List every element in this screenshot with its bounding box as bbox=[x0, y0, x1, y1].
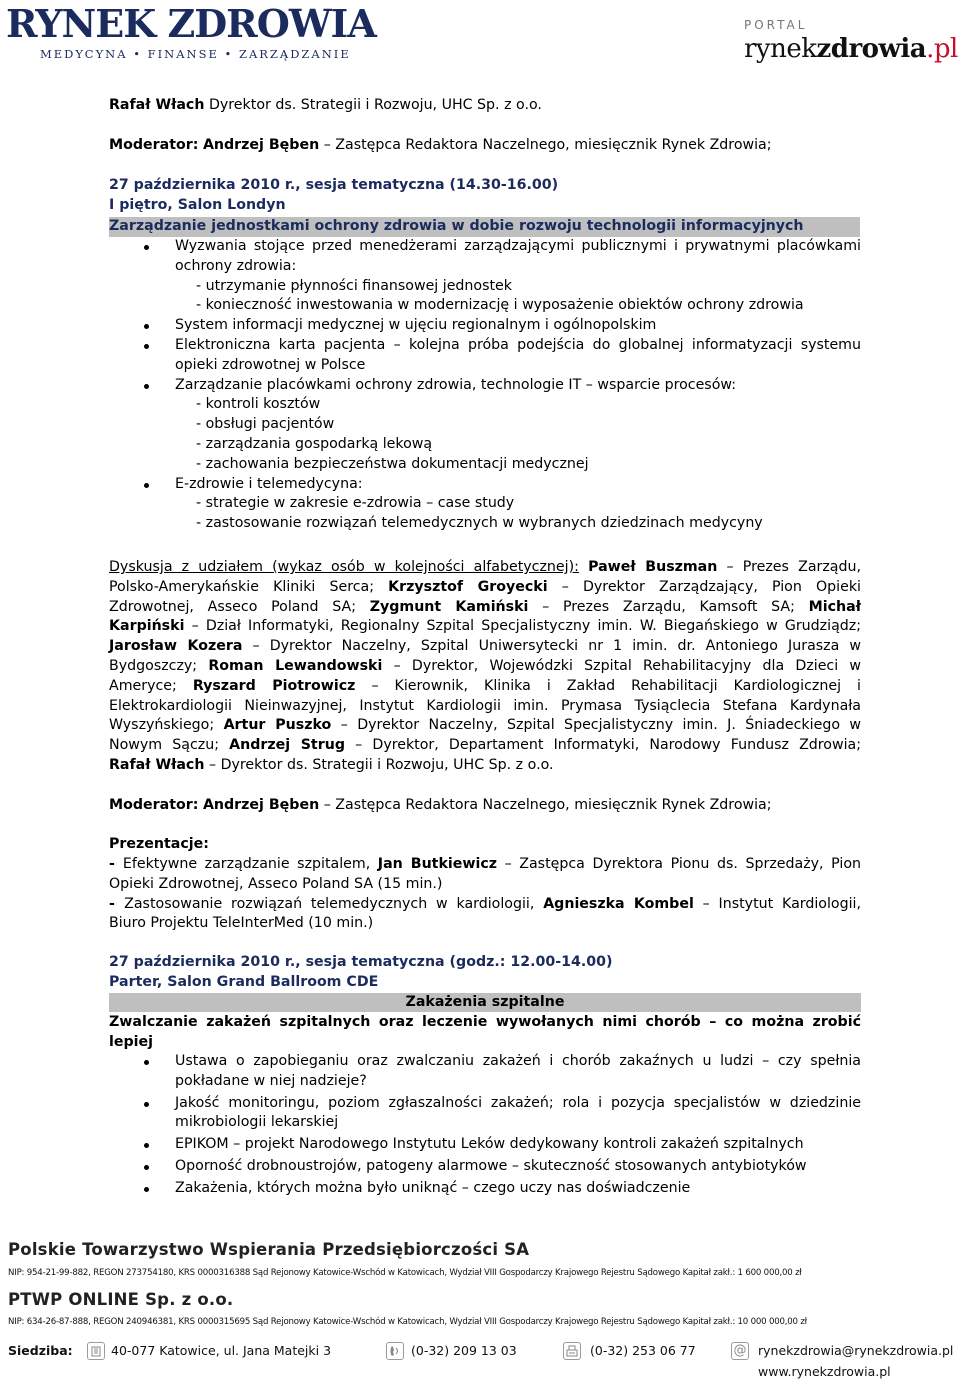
person-name: Artur Puszko bbox=[223, 717, 332, 734]
text-segment: Wyszyńskiego; bbox=[109, 717, 224, 734]
text-segment: – Dyrektor Zarządzający, Pion Opieki bbox=[547, 578, 861, 595]
logo-subtitle: MEDYCYNA • FINANSE • ZARZĄDZANIE bbox=[40, 47, 351, 61]
presentation-line bbox=[109, 855, 861, 875]
subtitle-line: Zwalczanie zakażeń szpitalnych oraz leczenie wywołanych nimi chorób – co można zrobić bbox=[109, 1014, 861, 1030]
text-segment: Elektrokardiologii Nieinwazyjnej, Instytut Kardiologii imin. Prymasa Tysiąclecia Stefana Kardynała bbox=[109, 697, 861, 714]
footer-address: 40-077 Katowice, ul. Jana Matejki 3 bbox=[111, 1343, 332, 1358]
topic-line: pokładane w niej nadzieje? bbox=[175, 1072, 367, 1089]
person-name: Krzysztof Groyecki bbox=[388, 578, 548, 595]
text-segment: – Dyrektor Naczelny, Szpital Uniwersytecki nr 1 imin. dr. Antoniego Jurasza w bbox=[242, 638, 861, 655]
text-segment: – Dyrektor, Wojewódzki Szpital Rehabilitacyjny dla Dzieci w bbox=[382, 658, 862, 674]
topic-line: Oporność drobnoustrojów, patogeny alarmowe – skuteczność stosowanych antybiotyków bbox=[175, 1158, 807, 1174]
footer-phone: (0-32) 209 13 03 bbox=[411, 1343, 517, 1358]
text-line bbox=[109, 578, 861, 598]
subtopic-line: - strategie w zakresie e-zdrowia – case study bbox=[196, 495, 515, 512]
presenter-name: - bbox=[109, 856, 123, 872]
text-line bbox=[109, 736, 861, 756]
person-name: Ryszard Piotrowicz bbox=[192, 677, 356, 694]
presentation-line bbox=[109, 895, 861, 915]
person-name: Karpiński bbox=[109, 618, 185, 635]
topic-line: Ustawa o zapobieganiu oraz zwalczaniu zakażeń i chorób zakaźnych u ludzi – czy spełnia bbox=[175, 1053, 861, 1069]
text-segment: Bydgoszczy; bbox=[109, 658, 209, 674]
moderator-line-1 bbox=[109, 136, 772, 156]
text-segment: Opieki Zdrowotnej, Asseco Poland SA (15 min.) bbox=[109, 875, 443, 892]
speaker-line bbox=[109, 96, 542, 116]
portal-name-dark: rynek bbox=[744, 34, 817, 64]
footer-company1-info: NIP: 954-21-99-882, REGON 273754180, KRS 0000316388 Sąd Rejonowy Katowice-Wschód w Katowicach, Wydział VIII Gospodarczy Krajowego Rejestru Sądowego Kapitał zakł.: 1 600 000,00 zł bbox=[8, 1268, 802, 1278]
speaker-name: Rafał Włach bbox=[109, 97, 205, 113]
portal-name bbox=[744, 32, 958, 66]
bullet-icon bbox=[144, 344, 149, 349]
text-segment: – Kierownik, Klinika i Zakład Rehabilitacji Kardiologicznej i bbox=[355, 677, 862, 694]
phone-icon bbox=[386, 1342, 404, 1360]
subtitle-line: lepiej bbox=[109, 1033, 153, 1050]
logo-title: RYNEK ZDROWIA bbox=[6, 1, 376, 46]
presenter-name: Jan Butkiewicz bbox=[377, 856, 498, 872]
text-segment: Polsko-Amerykańskie Kliniki Serca; bbox=[109, 578, 389, 595]
session1-title: Zarządzanie jednostkami ochrony zdrowia w dobie rozwoju technologii informacyjnych bbox=[109, 217, 860, 237]
text-segment: Efektywne zarządzanie szpitalem, bbox=[122, 856, 378, 872]
topic-line: Zarządzanie placówkami ochrony zdrowia, technologie IT – wsparcie procesów: bbox=[175, 376, 736, 393]
subtopic-line: - utrzymanie płynności finansowej jednostek bbox=[196, 277, 513, 294]
topic-line: Jakość monitoringu, poziom zgłaszalności zakażeń; rola i pozycja specjalistów w dziedzinie bbox=[175, 1094, 861, 1111]
moderator-role: – Zastępca Redaktora Naczelnego, miesięcznik Rynek Zdrowia; bbox=[323, 137, 772, 153]
topic-line: mikrobiologii lekarskiej bbox=[175, 1114, 339, 1131]
text-segment: Biuro Projektu TeleInterMed (10 min.) bbox=[109, 915, 374, 932]
topic-line: opieki zdrowotnej w Polsce bbox=[175, 356, 366, 373]
text-segment: Nowym Sączu; bbox=[109, 737, 230, 754]
bullet-icon bbox=[144, 1102, 149, 1107]
subtopic-line: - zachowania bezpieczeństwa dokumentacji medycznej bbox=[196, 455, 589, 472]
subtopic-line: - konieczność inwestowania w modernizację i wyposażenie obiektów ochrony zdrowia bbox=[196, 297, 804, 314]
presentations-heading: Prezentacje: bbox=[109, 836, 209, 852]
text-segment: – Dział Informatyki, Regionalny Szpital Specjalistyczny imin. W. Biegańskiego w Grudziądz; bbox=[184, 618, 861, 635]
bullet-icon bbox=[144, 324, 149, 329]
moderator-name: Andrzej Bęben bbox=[202, 137, 320, 153]
footer-website[interactable]: www.rynekzdrowia.pl bbox=[758, 1364, 891, 1379]
bullet-icon bbox=[144, 1187, 149, 1192]
person-name: Zygmunt Kamiński bbox=[369, 598, 529, 615]
fax-icon bbox=[563, 1342, 581, 1360]
text-line bbox=[109, 716, 861, 736]
topic-line: System informacji medycznej w ujęciu regionalnym i ogólnopolskim bbox=[175, 317, 657, 334]
person-name: Jarosław Kozera bbox=[109, 638, 243, 655]
topic-line: Elektroniczna karta pacjenta – kolejna próba podejścia do globalnej informatyzacji systemu bbox=[175, 337, 861, 353]
discussion-intro: Dyskusja z udziałem (wykaz osób w kolejności alfabetycznej): bbox=[109, 559, 579, 575]
building-icon bbox=[87, 1342, 105, 1360]
text-segment: – Zastępca Dyrektora Pionu ds. Sprzedaży, Pion bbox=[497, 856, 861, 872]
bullet-icon bbox=[144, 384, 149, 389]
footer-fax: (0-32) 253 06 77 bbox=[590, 1343, 696, 1358]
moderator-label: Moderator: bbox=[109, 137, 199, 153]
text-segment: – Dyrektor, Departament Informatyki, Narodowy Fundusz Zdrowia; bbox=[344, 737, 862, 754]
subtopic-line: - zarządzania gospodarką lekową bbox=[196, 436, 433, 452]
person-name: Michał bbox=[808, 598, 861, 615]
text-line bbox=[109, 756, 861, 776]
person-name: Paweł Buszman bbox=[588, 559, 718, 575]
topic-line: ochrony zdrowia: bbox=[175, 257, 297, 274]
person-name: Roman Lewandowski bbox=[208, 658, 383, 674]
subtopic-line: - obsługi pacjentów bbox=[196, 416, 335, 433]
moderator-label: Moderator: bbox=[109, 797, 199, 813]
portal-name-suffix: .pl bbox=[926, 34, 958, 64]
subtopic-line: - zastosowanie rozwiązań telemedycznych w wybranych dziedzinach medycyny bbox=[196, 515, 763, 532]
moderator-role: – Zastępca Redaktora Naczelnego, miesięcznik Rynek Zdrowia; bbox=[323, 797, 772, 813]
text-segment: – Dyrektor Naczelny, Szpital Specjalistyczny imin. J. Śniadeckiego w bbox=[331, 717, 862, 734]
rynek-zdrowia-logo[interactable] bbox=[6, 1, 376, 64]
text-line bbox=[109, 558, 861, 578]
topic-line: Zakażenia, których można było uniknąć – czego uczy nas doświadczenie bbox=[175, 1179, 691, 1196]
at-icon: @ bbox=[731, 1342, 749, 1360]
session1-date: 27 października 2010 r., sesja tematyczna (14.30-16.00) bbox=[109, 177, 559, 193]
text-segment: – Prezes Zarządu, Kamsoft SA; bbox=[528, 598, 809, 615]
person-name: Andrzej Strug bbox=[229, 737, 345, 754]
text-segment: Ameryce; bbox=[109, 677, 193, 694]
portal-name-accent: zdrowia bbox=[816, 34, 927, 64]
presenter-name: Agnieszka Kombel bbox=[543, 895, 694, 912]
text-line bbox=[109, 697, 861, 717]
text-line bbox=[109, 598, 861, 618]
person-name: Rafał Włach bbox=[109, 757, 205, 773]
footer-company2-info: NIP: 634-26-87-888, REGON 240946381, KRS 0000315695 Sąd Rejonowy Katowice-Wschód w Katowicach, Wydział VIII Gospodarczy Krajowego Rejestru Sądowego Kapitał zakł.: 10 000 000,00 zł bbox=[8, 1317, 807, 1327]
presenter-name: - bbox=[109, 895, 125, 912]
bullet-icon bbox=[144, 483, 149, 488]
text-line bbox=[109, 677, 861, 697]
moderator-line-2 bbox=[109, 796, 772, 816]
text-line bbox=[109, 637, 861, 657]
portal-label: PORTAL bbox=[744, 18, 808, 32]
topic-line: EPIKOM – projekt Narodowego Instytutu Leków dedykowany kontroli zakażeń szpitalnych bbox=[175, 1136, 804, 1153]
topic-line: Wyzwania stojące przed menedżerami zarządzającymi publicznymi i prywatnymi placówkami bbox=[175, 238, 861, 254]
bullet-icon bbox=[144, 245, 149, 250]
text-line bbox=[109, 617, 861, 637]
presentation-line bbox=[109, 914, 861, 934]
text-segment: – Prezes Zarządu, bbox=[717, 559, 861, 575]
speaker-role: Dyrektor ds. Strategii i Rozwoju, UHC Sp. z o.o. bbox=[208, 97, 542, 113]
session2-date: 27 października 2010 r., sesja tematyczna (godz.: 12.00-14.00) bbox=[109, 954, 613, 970]
text-segment: Zastosowanie rozwiązań telemedycznych w kardiologii, bbox=[124, 895, 544, 912]
footer-company1: Polskie Towarzystwo Wspierania Przedsiębiorczości SA bbox=[8, 1240, 530, 1259]
footer-company2: PTWP ONLINE Sp. z o.o. bbox=[8, 1290, 234, 1309]
bullet-icon bbox=[144, 1143, 149, 1148]
text-segment: – Dyrektor ds. Strategii i Rozwoju, UHC Sp. z o.o. bbox=[204, 757, 554, 773]
text-segment: – Instytut Kardiologii, bbox=[693, 895, 861, 912]
bullet-icon bbox=[144, 1165, 149, 1170]
subtopic-line: - kontroli kosztów bbox=[196, 396, 321, 413]
bullet-icon bbox=[144, 1060, 149, 1065]
portal-logo[interactable] bbox=[744, 10, 956, 72]
text-segment: Zdrowotnej, Asseco Poland SA; bbox=[109, 598, 370, 615]
moderator-name: Andrzej Bęben bbox=[202, 797, 320, 813]
session2-location: Parter, Salon Grand Ballroom CDE bbox=[109, 974, 379, 990]
session1-location: I piętro, Salon Londyn bbox=[109, 197, 286, 213]
presentation-line bbox=[109, 875, 861, 895]
session2-title: Zakażenia szpitalne bbox=[109, 993, 861, 1012]
text-line bbox=[109, 657, 861, 677]
footer-seat-label: Siedziba: bbox=[8, 1343, 73, 1358]
footer-email[interactable]: rynekzdrowia@rynekzdrowia.pl bbox=[758, 1343, 954, 1358]
topic-line: E-zdrowie i telemedycyna: bbox=[175, 475, 363, 492]
